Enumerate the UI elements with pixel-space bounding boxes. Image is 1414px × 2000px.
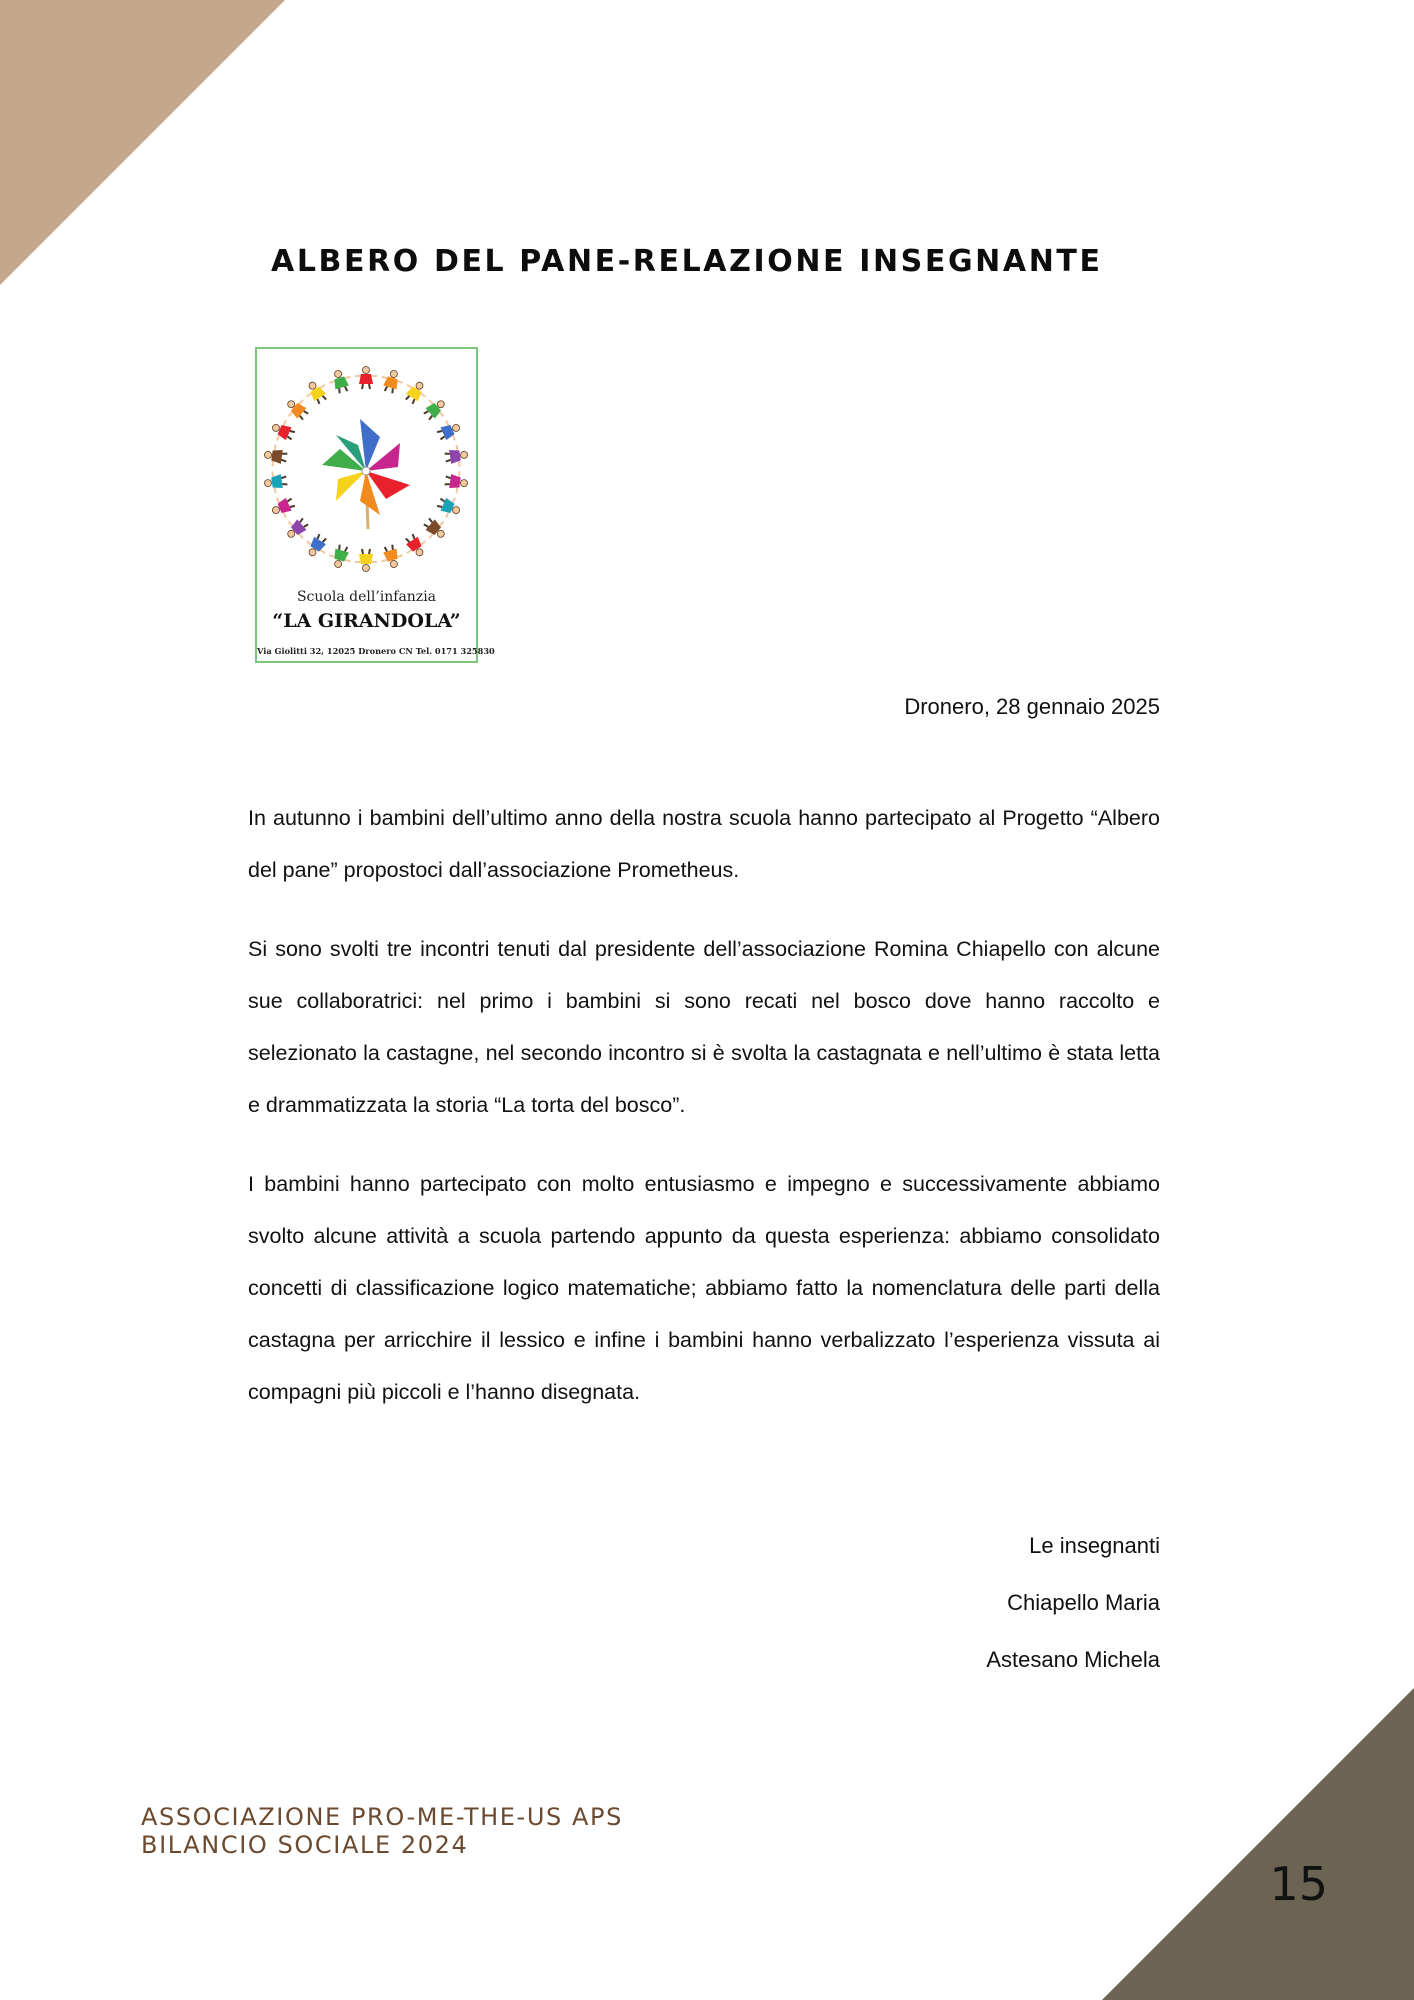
paragraph: I bambini hanno partecipato con molto entusiasmo e impegno e successivamente abbiamo svolto alcune attività a scuola partendo appunto da questa esperienza: abbiamo consolidato concetti di classificazione logico matematiche; abbiamo fatto la nomenclatura delle parti della castagna per arricchire il lessico e infine i bambini hanno verbalizzato l’esperienza vissuta ai compagni più piccoli e l’hanno disegnata. (248, 1172, 1160, 1404)
child-figure (268, 492, 298, 521)
signature-heading: Le insegnanti (1029, 1533, 1160, 1558)
child-figure (378, 368, 405, 396)
logo-address: Via Giolitti 32, 12025 Dronero CN Tel. 0171 325830 (257, 646, 495, 656)
child-figure (301, 377, 332, 408)
signature-name: Astesano Michela (986, 1647, 1160, 1672)
signature-name: Chiapello Maria (1007, 1590, 1160, 1615)
footer-report-title: BILANCIO SOCIALE 2024 (141, 1831, 469, 1859)
child-figure (355, 367, 377, 390)
page-title: ALBERO DEL PANE-RELAZIONE INSEGNANTE (271, 244, 1103, 279)
child-figure (327, 368, 354, 396)
child-figure (444, 470, 469, 495)
child-figure (263, 470, 288, 495)
child-figure (268, 416, 298, 445)
child-figure (444, 444, 469, 469)
letter-body (248, 792, 1160, 1445)
logo-illustration (257, 349, 476, 589)
school-logo (255, 347, 495, 663)
child-figure (434, 492, 464, 521)
child-figure (355, 549, 377, 572)
child-figure (378, 543, 405, 571)
logo-school-name: “LA GIRANDOLA” (272, 610, 461, 632)
page-number: 15 (1269, 1857, 1328, 1911)
footer-organization: ASSOCIAZIONE PRO-ME-THE-US APS (141, 1803, 623, 1831)
pinwheel-icon (322, 419, 410, 529)
child-figure (327, 543, 354, 571)
signature-block (986, 1528, 1160, 1699)
child-figure (419, 394, 450, 425)
child-figure (281, 513, 312, 544)
letter-date: Dronero, 28 gennaio 2025 (904, 694, 1160, 719)
paragraph: Si sono svolti tre incontri tenuti dal presidente dell’associazione Romina Chiapello con alcune sue collaboratrici: nel primo i bambini si sono recati nel bosco dove hanno raccolto e selezionato la castagne, nel secondo incontro si è svolta la castagnata e nell’ultimo è stata letta e drammatizzata la storia “La torta del bosco”. (248, 937, 1160, 1117)
child-figure (419, 513, 450, 544)
logo-school-type: Scuola dell’infanzia (296, 589, 437, 605)
child-figure (263, 444, 288, 469)
decorative-corner-top-left (0, 0, 285, 285)
footer (141, 1803, 623, 1859)
child-figure (281, 394, 312, 425)
child-figure (301, 530, 332, 561)
child-figure (400, 377, 431, 408)
decorative-corner-bottom-right (1102, 1688, 1414, 2000)
child-figure (434, 416, 464, 445)
child-figure (400, 530, 431, 561)
paragraph: In autunno i bambini dell’ultimo anno della nostra scuola hanno partecipato al Progetto “Albero del pane” propostoci dall’associazione Prometheus. (248, 806, 1160, 882)
